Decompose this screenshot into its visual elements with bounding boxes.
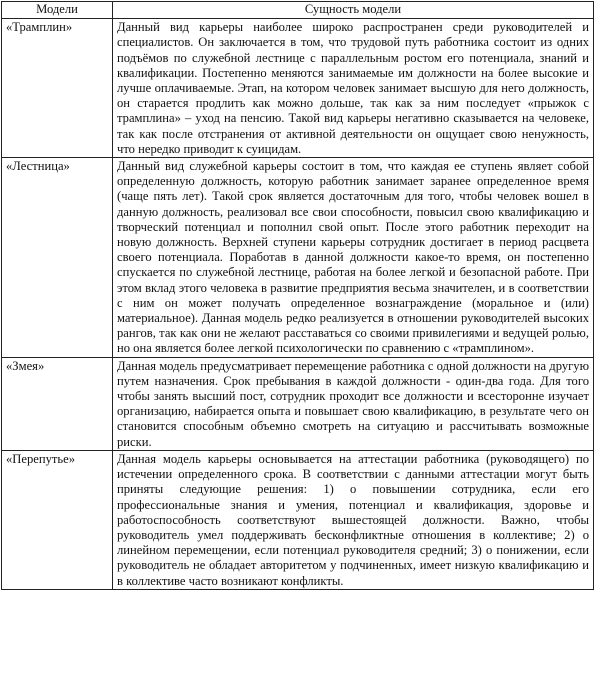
model-name-cell: «Лестница» [2,158,113,358]
table-header-row [2,2,594,19]
model-essence-cell: Данный вид карьеры наиболее широко распространен среди руководителей и специалистов. Он заключается в том, что трудовой путь работника состоит из одних подъёмов по служебной лестнице с параллельным ростом его потенциала, знаний и квалификации. Постепенно меняются занимаемые им должности на более высокие и лучше оплачиваемые. Этап, на котором человек занимает высшую для него должность, он старается продлить как можно дольше, так как за ним последует «прыжок с трамплина» – уход на пенсию. Такой вид карьеры негативно сказывается на человеке, так как после отстранения от активной деятельности он ощущает свою ненужность, что нередко приводит к суицидам. [113,19,594,158]
table-row [2,19,594,158]
model-name-cell: «Змея» [2,357,113,450]
header-models: Модели [2,2,113,19]
table-row [2,158,594,358]
model-essence-cell: Данная модель предусматривает перемещение работника с одной должности на другую путем назначения. Срок пребывания в каждой должности - один-два года. Для того чтобы занять высший пост, сотрудник проходит все должности и всесторонне изучает организацию, набирается опыта и повышает свою квалификацию, в результате чего он становится способным объемно смотреть на ситуацию и рассчитывать возможные риски. [113,357,594,450]
model-name-cell: «Трамплин» [2,19,113,158]
career-models-table [1,1,594,590]
model-name-cell: «Перепутье» [2,450,113,589]
header-essence: Сущность модели [113,2,594,19]
model-essence-cell: Данный вид служебной карьеры состоит в том, что каждая ее ступень являет собой определенную должность, которую работник занимает заранее определенное время (чаще пять лет). Такой срок является достаточным для того, чтобы человек вошел в данную должность, реализовал все свои способности, повысил свою квалификацию и творческий потенциал и пополнил свой опыт. После этого работник переходит на новую должность. Верхней ступени карьеры сотрудник достигает в период расцвета своего потенциала. Поработав в данной должности какое-то время, он постепенно спускается по служебной лестнице, работая на более легкой и безопасной работе. При этом вклад этого человека в развитие предприятия весьма значителен, и в соответствии с ним он может получать определенное вознаграждение (моральное и (или) материальное). Данная модель редко реализуется в отношении руководителей высоких рангов, так как они не желают расставаться со своими привилегиями и ведущей ролью, но она является более легкой психологически по сравнению с «трамплином». [113,158,594,358]
model-essence-cell: Данная модель карьеры основывается на аттестации работника (руководящего) по истечении определенного срока. В соответствии с данными аттестации могут быть приняты следующие решения: 1) о повышении сотрудника, если его профессиональные знания и умения, потенциал и квалификация, здоровье и работоспособность соответствуют вышестоящей должности. Важно, чтобы руководитель умел поддерживать бесконфликтные отношения в коллективе; 2) о линейном перемещении, если потенциал руководителя средний; 3) о понижении, если руководитель не обладает авторитетом у подчиненных, имеет низкую квалификацию и в коллективе часто возникают конфликты. [113,450,594,589]
table-row [2,357,594,450]
table-row [2,450,594,589]
